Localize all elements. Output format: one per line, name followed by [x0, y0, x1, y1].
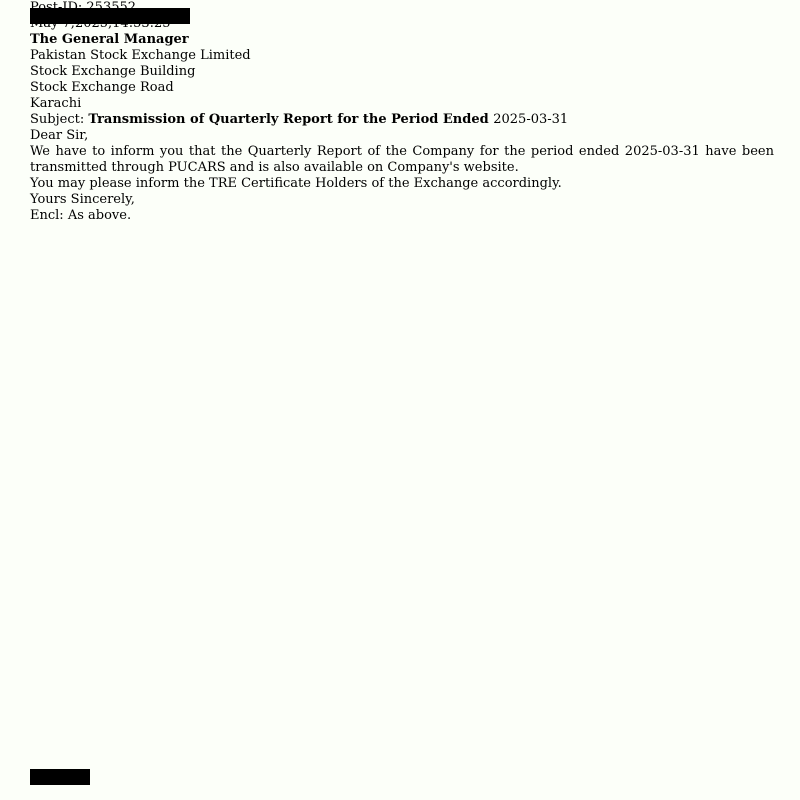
recipient-address — [30, 32, 774, 112]
recipient-line-1: Pakistan Stock Exchange Limited — [30, 48, 251, 63]
subject-label: Subject: — [30, 112, 89, 127]
recipient-line-2: Stock Exchange Building — [30, 64, 196, 79]
recipient-city: Karachi — [30, 96, 82, 111]
subject-period-date: 2025-03-31 — [493, 112, 569, 127]
subject-title: Transmission of Quarterly Report for the Period Ended — [88, 112, 494, 127]
recipient-line-3: Stock Exchange Road — [30, 80, 174, 95]
subject-line — [30, 112, 774, 128]
body-line-1: We have to inform you that the Quarterly Report of the Company for the period ended 2025-03-31 have been transmitted through PUCARS and is also available on Company's website. — [30, 144, 774, 175]
enclosure-note: Encl: As above. — [30, 208, 132, 223]
post-datetime: May 7,2025,14:53:25 — [30, 16, 171, 31]
post-id: Post-ID: 253552 — [30, 0, 137, 15]
body-paragraph — [30, 144, 774, 192]
body-line-2: You may please inform the TRE Certificate Holders of the Exchange accordingly. — [30, 176, 562, 191]
letter-content — [30, 0, 774, 224]
closing: Yours Sincerely, — [30, 192, 135, 207]
post-header — [30, 0, 774, 32]
redacted-signature-image — [30, 769, 90, 785]
recipient-title: The General Manager — [30, 32, 189, 47]
salutation: Dear Sir, — [30, 128, 89, 143]
